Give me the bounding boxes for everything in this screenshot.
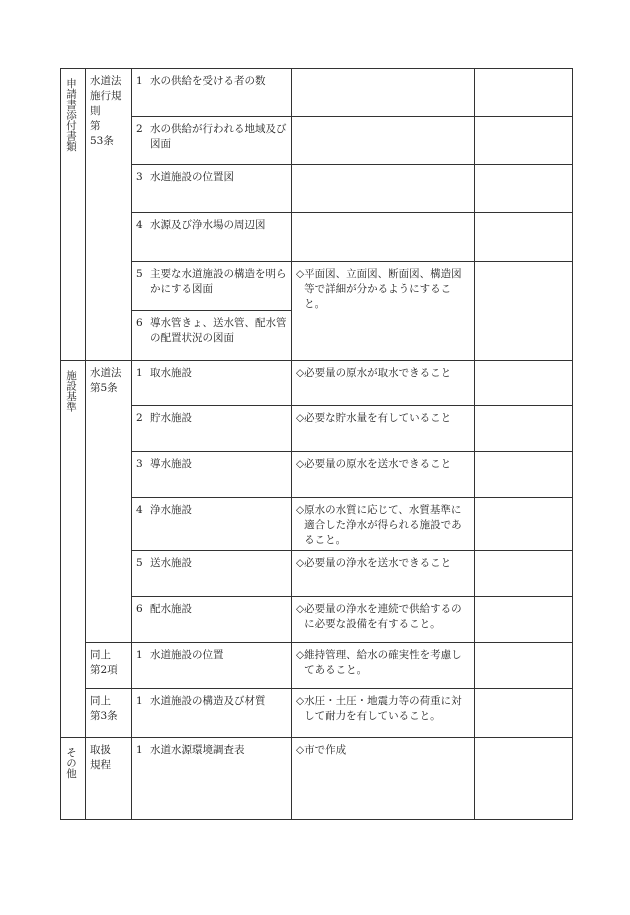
table-row (61, 361, 573, 406)
category-label: 申請書添付書類 (65, 78, 77, 152)
note-cell (292, 551, 475, 597)
remarks-cell (475, 69, 573, 117)
item-cell (132, 165, 292, 213)
diamond-icon: ◇ (296, 744, 305, 756)
item-number: 4 (136, 219, 143, 231)
law-line: 53条 (90, 135, 114, 147)
item-number: 3 (136, 171, 143, 183)
table-row (61, 117, 573, 165)
item-number: 6 (136, 317, 143, 329)
remarks-cell (475, 213, 573, 262)
law-cell (86, 689, 132, 738)
category-label: 施設基準 (65, 370, 77, 412)
note-cell (292, 738, 475, 820)
item-cell (132, 452, 292, 498)
category-label: その他 (65, 747, 77, 779)
table-row (61, 452, 573, 498)
item-text: 配水施設 (150, 603, 192, 615)
note-cell (292, 262, 475, 361)
item-text: 水道施設の位置図 (150, 171, 234, 183)
item-cell (132, 69, 292, 117)
note-text: 市で作成 (304, 744, 347, 756)
law-cell (86, 361, 132, 643)
item-cell (132, 597, 292, 643)
item-cell (132, 406, 292, 452)
table-row (61, 551, 573, 597)
note-cell (292, 361, 475, 406)
note-text: 維持管理、給水の確実性を考慮してあること。 (304, 649, 462, 676)
remarks-cell (475, 551, 573, 597)
table-row (61, 262, 573, 311)
item-text: 導水施設 (150, 458, 192, 470)
law-line: 規程 (90, 759, 111, 771)
item-text: 取水施設 (150, 367, 192, 379)
diamond-icon: ◇ (296, 367, 305, 379)
item-cell (132, 689, 292, 738)
diamond-icon: ◇ (296, 695, 305, 707)
remarks-cell (475, 117, 573, 165)
note-text: 必要な貯水量を有していること (304, 412, 452, 424)
item-text: 送水施設 (150, 557, 192, 569)
note-text: 平面図、立面図、断面図、構造図等で詳細が分かるようにすること。 (304, 268, 462, 310)
diamond-icon: ◇ (296, 603, 305, 615)
remarks-cell (475, 643, 573, 689)
law-line: 水道法 (90, 367, 122, 379)
law-line: 同上 (90, 695, 111, 707)
law-line: 第2項 (90, 664, 118, 676)
item-number: 2 (136, 412, 143, 424)
item-text: 水道施設の構造及び材質 (150, 695, 266, 707)
item-number: 5 (136, 557, 143, 569)
diamond-icon: ◇ (296, 268, 305, 280)
item-text: 導水管きょ、送水管、配水管の配置状況の図面 (150, 317, 287, 344)
note-cell (292, 452, 475, 498)
item-text: 水の供給が行われる地域及び図面 (150, 123, 287, 150)
law-line: 第3条 (90, 710, 118, 722)
item-number: 6 (136, 603, 143, 615)
note-cell (292, 69, 475, 117)
item-text: 水の供給を受ける者の数 (150, 75, 266, 87)
table-row (61, 69, 573, 117)
remarks-cell (475, 165, 573, 213)
remarks-cell (475, 498, 573, 551)
item-text: 水道水源環境調査表 (150, 744, 245, 756)
table-row (61, 738, 573, 820)
item-number: 2 (136, 123, 143, 135)
note-cell (292, 597, 475, 643)
note-text: 必要量の原水が取水できること (304, 367, 452, 379)
item-cell (132, 213, 292, 262)
note-cell (292, 689, 475, 738)
remarks-cell (475, 361, 573, 406)
diamond-icon: ◇ (296, 557, 305, 569)
item-number: 4 (136, 504, 143, 516)
category-cell (61, 738, 86, 820)
item-cell (132, 498, 292, 551)
remarks-cell (475, 597, 573, 643)
item-number: 5 (136, 268, 143, 280)
item-number: 1 (136, 744, 143, 756)
item-text: 主要な水道施設の構造を明らかにする図面 (150, 268, 287, 295)
item-text: 水道施設の位置 (150, 649, 224, 661)
law-line: 施行規 (90, 90, 122, 102)
diamond-icon: ◇ (296, 412, 305, 424)
law-cell (86, 738, 132, 820)
note-cell (292, 165, 475, 213)
table-row (61, 406, 573, 452)
note-cell (292, 117, 475, 165)
item-cell (132, 361, 292, 406)
note-text: 必要量の浄水を送水できること (304, 557, 452, 569)
law-cell (86, 69, 132, 361)
note-text: 水圧・土圧・地震力等の荷重に対して耐力を有していること。 (304, 695, 462, 722)
table-row (61, 498, 573, 551)
item-text: 水源及び浄水場の周辺図 (150, 219, 266, 231)
table-row (61, 643, 573, 689)
note-cell (292, 406, 475, 452)
remarks-cell (475, 689, 573, 738)
note-text: 必要量の原水を送水できること (304, 458, 452, 470)
remarks-cell (475, 262, 573, 361)
table-row (61, 213, 573, 262)
item-cell (132, 262, 292, 311)
item-cell (132, 738, 292, 820)
remarks-cell (475, 738, 573, 820)
diamond-icon: ◇ (296, 504, 305, 516)
item-number: 1 (136, 367, 143, 379)
note-text: 必要量の浄水を連続で供給するのに必要な設備を有すること。 (304, 603, 462, 630)
item-text: 貯水施設 (150, 412, 192, 424)
law-cell (86, 643, 132, 689)
note-text: 原水の水質に応じて、水質基準に適合した浄水が得られる施設であること。 (304, 504, 462, 546)
item-cell (132, 311, 292, 361)
item-number: 3 (136, 458, 143, 470)
item-number: 1 (136, 75, 143, 87)
item-number: 1 (136, 649, 143, 661)
table-row (61, 165, 573, 213)
law-line: 水道法 (90, 75, 122, 87)
table-row (61, 597, 573, 643)
law-line: 第5条 (90, 382, 118, 394)
item-cell (132, 643, 292, 689)
category-cell (61, 69, 86, 361)
diamond-icon: ◇ (296, 458, 305, 470)
remarks-cell (475, 452, 573, 498)
item-cell (132, 117, 292, 165)
note-cell (292, 498, 475, 551)
item-cell (132, 551, 292, 597)
table-row (61, 689, 573, 738)
remarks-cell (475, 406, 573, 452)
law-line: 同上 (90, 649, 111, 661)
item-number: 1 (136, 695, 143, 707)
note-cell (292, 213, 475, 262)
note-cell (292, 643, 475, 689)
law-line: 則 第 (90, 105, 107, 132)
diamond-icon: ◇ (296, 649, 305, 661)
item-text: 浄水施設 (150, 504, 192, 516)
law-line: 取扱 (90, 744, 111, 756)
category-cell (61, 361, 86, 738)
requirements-table (60, 68, 573, 820)
